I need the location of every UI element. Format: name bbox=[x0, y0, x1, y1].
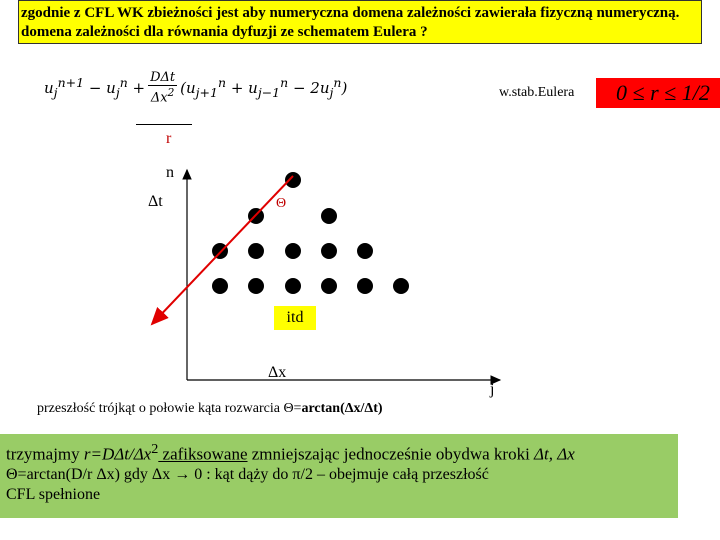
grid-point bbox=[321, 208, 337, 224]
grid-point bbox=[285, 243, 301, 259]
past-text-main: przeszłość trójkąt o połowie kąta rozwarcia Θ= bbox=[37, 401, 302, 416]
line1-steps: Δt, Δx bbox=[534, 444, 575, 464]
conclusion-box bbox=[0, 434, 678, 518]
dependence-line bbox=[152, 176, 293, 324]
theta-label: Θ bbox=[276, 196, 287, 211]
conclusion-line-3: CFL spełnione bbox=[6, 485, 101, 503]
j-axis-label: j bbox=[490, 381, 495, 398]
line1-underlined: zafiksowane bbox=[158, 444, 248, 464]
stability-condition: 0 ≤ r ≤ 1/2 bbox=[596, 78, 720, 108]
past-triangle-text bbox=[37, 401, 383, 417]
r-label: r bbox=[166, 130, 172, 147]
dt-label: Δt bbox=[148, 193, 163, 210]
stability-label: w.stab.Eulera bbox=[499, 85, 575, 100]
conclusion-line-2: Θ=arctan(D/r Δx) gdy Δx → 0 : kąt dąży do π/2 – obejmuje całą przeszłość bbox=[6, 465, 489, 483]
grid-point bbox=[248, 243, 264, 259]
past-text-bold: arctan(Δx/Δt) bbox=[301, 401, 383, 416]
line1-sup: 2 bbox=[151, 441, 159, 457]
grid-point bbox=[285, 172, 301, 188]
grid-point bbox=[321, 243, 337, 259]
line1-rest: zmniejszając jednocześnie obydwa kroki bbox=[247, 444, 535, 464]
grid-point bbox=[393, 278, 409, 294]
grid-point bbox=[285, 278, 301, 294]
itd-label: itd bbox=[274, 306, 316, 330]
euler-scheme-formula: $u_j^{n+1} - u_j^n$ + $\frac{\text{DΔt}}{\Delta x^2}$ $(u_{j+1}^n + u_{j-1}^n - 2u_j^n)$ bbox=[44, 70, 348, 106]
line1-italic: r=DΔt/Δx bbox=[83, 444, 152, 464]
grid-point bbox=[212, 278, 228, 294]
grid-point bbox=[321, 278, 337, 294]
grid-point bbox=[248, 278, 264, 294]
grid-points bbox=[212, 172, 409, 294]
dx-label: Δx bbox=[268, 364, 287, 381]
slide-title: zgodnie z CFL WK zbieżności jest aby numeryczna domena zależności zawierała fizyczną numeryczną. domena zależności dla równania dyfuzji ze schematem Eulera ? bbox=[18, 0, 702, 44]
line1-prefix: trzymajmy bbox=[6, 444, 84, 464]
grid-point bbox=[357, 278, 373, 294]
conclusion-line-1 bbox=[6, 439, 678, 465]
n-axis-label: n bbox=[166, 164, 174, 181]
grid-point bbox=[357, 243, 373, 259]
